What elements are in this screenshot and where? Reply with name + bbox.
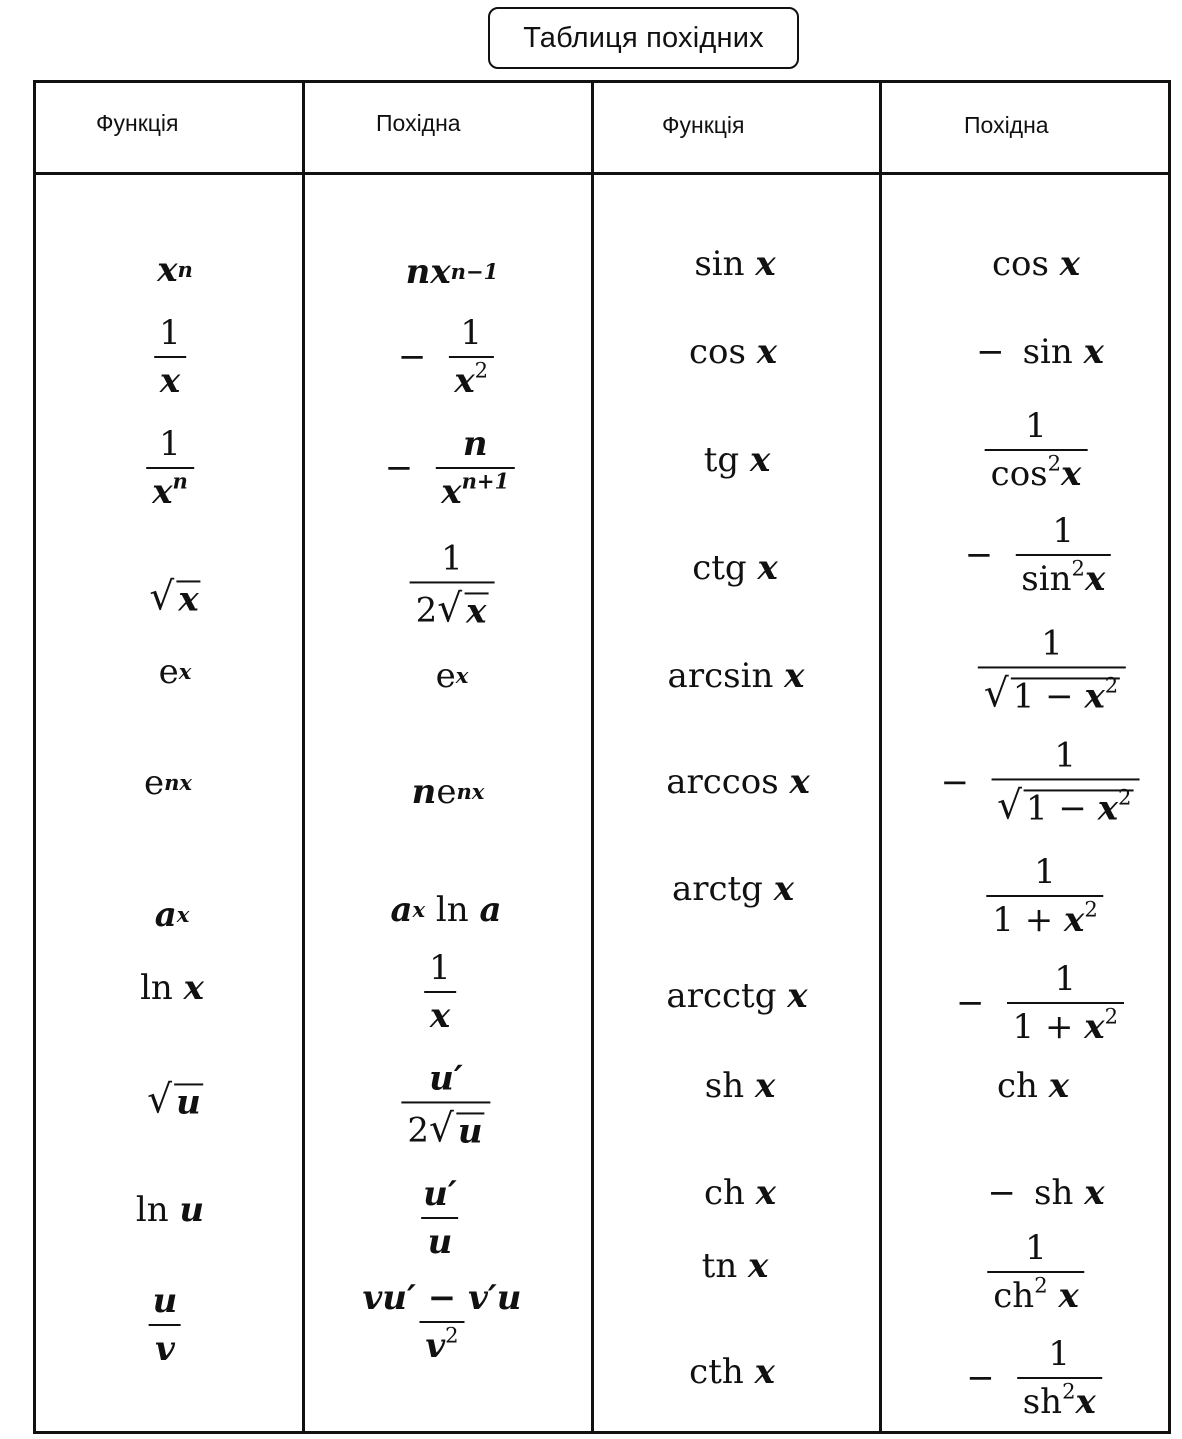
header-derivative-2: Похідна: [964, 112, 1049, 138]
function-arcctg: arcctg x: [666, 976, 808, 1016]
derivative-reciprocal: − $\frac{1}{x^2}$: [398, 316, 498, 398]
function-sqrt-u: √ u: [147, 1077, 201, 1123]
function-sin: sin x: [694, 244, 776, 284]
header-derivative-1: Похідна: [376, 110, 461, 136]
derivative-a-power-x: a x ln a: [390, 890, 502, 930]
function-sqrt-x: √ x: [149, 574, 199, 620]
derivative-ch: − sh x: [987, 1173, 1105, 1213]
derivative-arccos: − 1 √ $1 - x^2$: [941, 738, 1144, 825]
derivative-tn: $\frac{1}{ch^2 x}$: [983, 1231, 1088, 1313]
function-reciprocal-power: $\frac{1}{x^n}$: [142, 427, 198, 509]
function-quotient: $\frac{u}{v}$: [143, 1284, 188, 1366]
column-divider-2: [591, 80, 594, 1434]
function-tg: tg x: [703, 440, 771, 480]
function-ctg: ctg x: [692, 548, 778, 588]
function-sh: sh x: [704, 1066, 776, 1106]
derivative-cth: − $\frac{1}{sh^2x}$: [966, 1337, 1106, 1419]
function-tn: tn x: [701, 1246, 769, 1286]
sqrt-icon: √: [429, 1106, 454, 1152]
header-function-1: Функція: [96, 110, 179, 136]
sqrt-icon: √: [983, 671, 1009, 717]
function-ln-u: ln u: [135, 1190, 205, 1230]
derivative-ctg: − $\frac{1}{\sin^2x}$: [965, 514, 1115, 596]
derivative-sqrt-u: u′ 2 √ u: [397, 1061, 494, 1148]
sqrt-icon: √: [997, 783, 1022, 829]
column-divider-1: [302, 80, 305, 1434]
sqrt-icon: √: [147, 1077, 173, 1123]
derivative-quotient: $\frac{vu' - v'u}{v^2}$: [362, 1278, 522, 1366]
column-divider-3: [879, 80, 882, 1434]
derivative-sh: ch x: [996, 1066, 1070, 1106]
header-function-2: Функція: [662, 112, 745, 138]
function-exp: e x: [158, 652, 192, 692]
function-a-power-x: a x: [154, 895, 190, 935]
header-divider: [33, 172, 1171, 175]
function-reciprocal: $\frac{1}{x}$: [149, 316, 191, 398]
derivative-exp: e x: [435, 656, 469, 696]
derivative-arctg: $\frac{1}{1 + x^2}$: [982, 855, 1107, 937]
page-title: Таблиця похідних: [488, 7, 799, 69]
function-cos: cos x: [688, 332, 778, 372]
derivative-arcctg: − $\frac{1}{1 + x^2}$: [956, 962, 1128, 1044]
function-ln-x: ln x: [140, 968, 204, 1008]
function-arctg: arctg x: [671, 869, 795, 909]
function-power: x n: [157, 250, 193, 290]
function-exp-nx: e nx: [143, 763, 193, 803]
derivative-sqrt-x: 1 2 √ x: [406, 541, 499, 628]
derivative-sin: cos x: [991, 244, 1081, 284]
function-ch: ch x: [703, 1173, 777, 1213]
derivative-reciprocal-power: − $\frac{n}{x^{n+1}}$: [385, 427, 519, 509]
derivative-exp-nx: n e nx: [411, 772, 485, 812]
derivative-power: n x n−1: [405, 252, 499, 292]
sqrt-icon: √: [437, 586, 463, 632]
derivative-ln-u: $\frac{u'}{u}$: [423, 1174, 457, 1262]
derivative-arcsin: 1 √ $1 - x^2$: [974, 626, 1130, 713]
derivative-ln-x: $\frac{1}{x}$: [419, 951, 461, 1033]
derivative-tg: $\frac{1}{\cos^2x}$: [981, 409, 1092, 491]
function-arcsin: arcsin x: [667, 656, 805, 696]
function-arccos: arccos x: [666, 762, 810, 802]
function-cth: cth x: [689, 1352, 775, 1392]
sqrt-icon: √: [149, 574, 175, 620]
derivative-cos: − sin x: [976, 332, 1104, 372]
